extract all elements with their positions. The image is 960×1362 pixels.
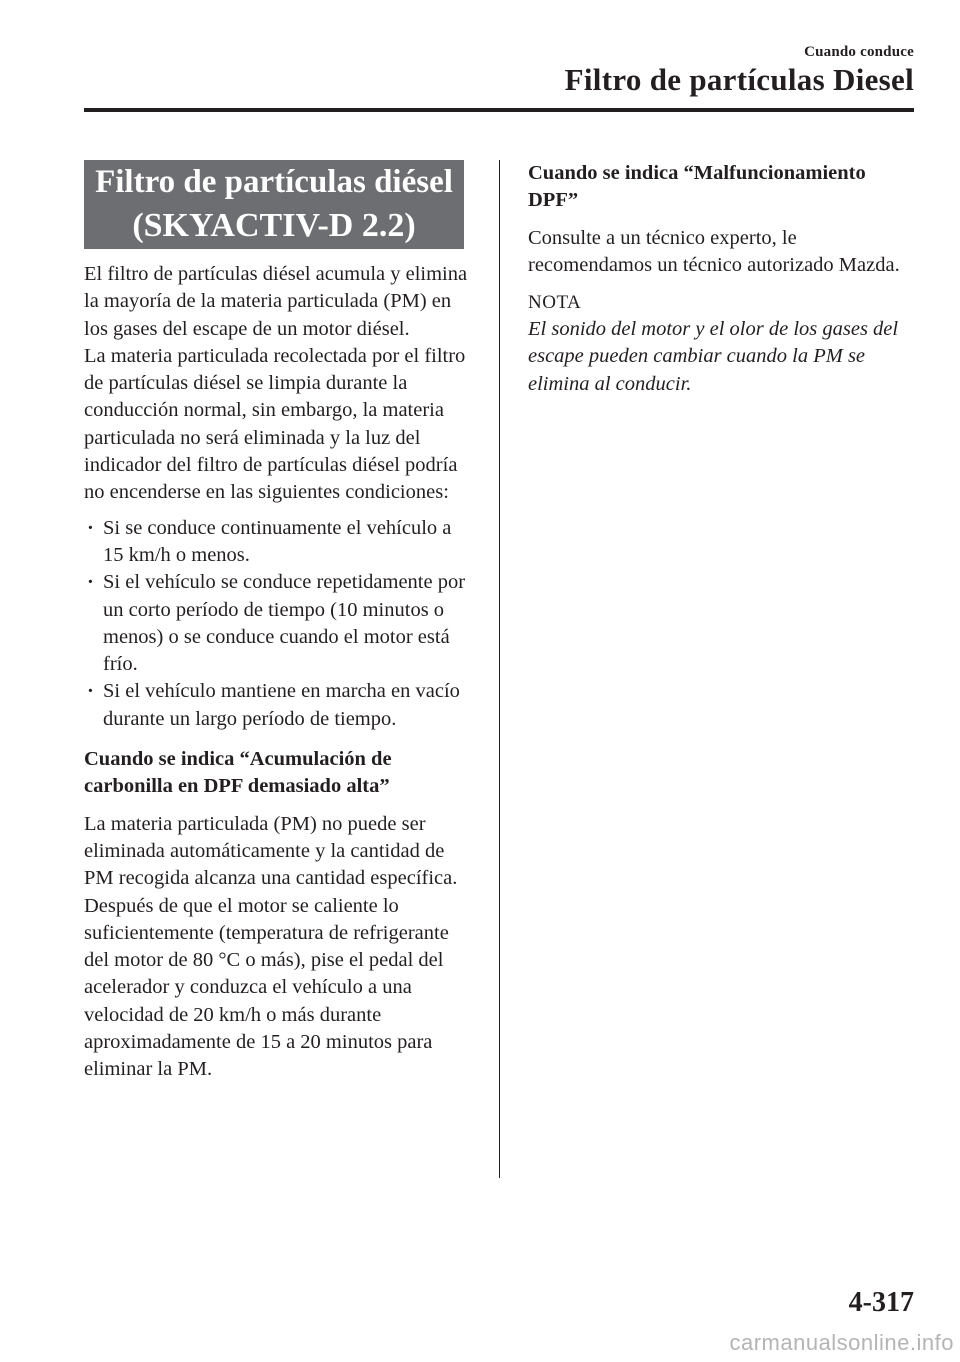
section-title: Filtro de partículas diésel bbox=[95, 164, 453, 200]
soot-paragraph-1: La materia particulada (PM) no puede ser eliminada automáticamente y la cantidad de PM recogida alcanza una cantidad específica. bbox=[84, 812, 458, 890]
intro-paragraph-2: La materia particulada recolectada por el filtro de partículas diésel se limpia durante la conducción normal, sin embargo, la materia particulada no será eliminada y la luz del indicador del filtro de partículas diésel podría no encenderse en las siguientes condiciones: bbox=[84, 344, 466, 504]
watermark: carmanualsonline.info bbox=[729, 1330, 954, 1355]
header-rule bbox=[84, 108, 914, 112]
section-header: Filtro de partículas Diesel bbox=[564, 62, 914, 97]
malfunction-heading: Cuando se indica “Malfuncionamiento DPF” bbox=[528, 162, 866, 212]
section-subtitle: (SKYACTIV-D 2.2) bbox=[132, 207, 416, 244]
malfunction-paragraph: Consulte a un técnico experto, le recomendamos un técnico autorizado Mazda. bbox=[528, 226, 900, 276]
left-column bbox=[84, 160, 474, 1084]
soot-paragraph-2: Después de que el motor se caliente lo suficientemente (temperatura de refrigerante del motor de 80 °C o más), pise el pedal del acelerador y conduzca el vehículo a una velocidad de 20 km/h o más durante aproximadamente de 15 a 20 minutos para eliminar la PM. bbox=[84, 894, 449, 1081]
note-label: NOTA bbox=[528, 292, 582, 314]
intro-paragraph-1: El filtro de partículas diésel acumula y elimina la mayoría de la materia particulada (PM) en los gases del escape de un motor diésel. bbox=[84, 263, 468, 340]
soot-accumulation-heading: Cuando se indica “Acumulación de carbonilla en DPF demasiado alta” bbox=[84, 748, 392, 798]
list-item: · Si el vehículo se conduce repetidamente por un corto período de tiempo (10 minutos o menos) o se conduce cuando el motor está frío. bbox=[84, 569, 474, 678]
page-number: 4-317 bbox=[848, 1287, 914, 1318]
chapter-header: Cuando conduce bbox=[804, 44, 914, 60]
list-item: · Si se conduce continuamente el vehículo a 15 km/h o menos. bbox=[84, 515, 474, 570]
note-text: El sonido del motor y el olor de los gases del escape pueden cambiar cuando la PM se elimina al conducir. bbox=[528, 318, 899, 395]
column-divider bbox=[499, 160, 500, 1178]
right-column bbox=[528, 160, 914, 398]
condition-list bbox=[84, 515, 474, 733]
section-title-box bbox=[84, 160, 464, 249]
list-item: · Si el vehículo mantiene en marcha en vacío durante un largo período de tiempo. bbox=[84, 678, 474, 733]
